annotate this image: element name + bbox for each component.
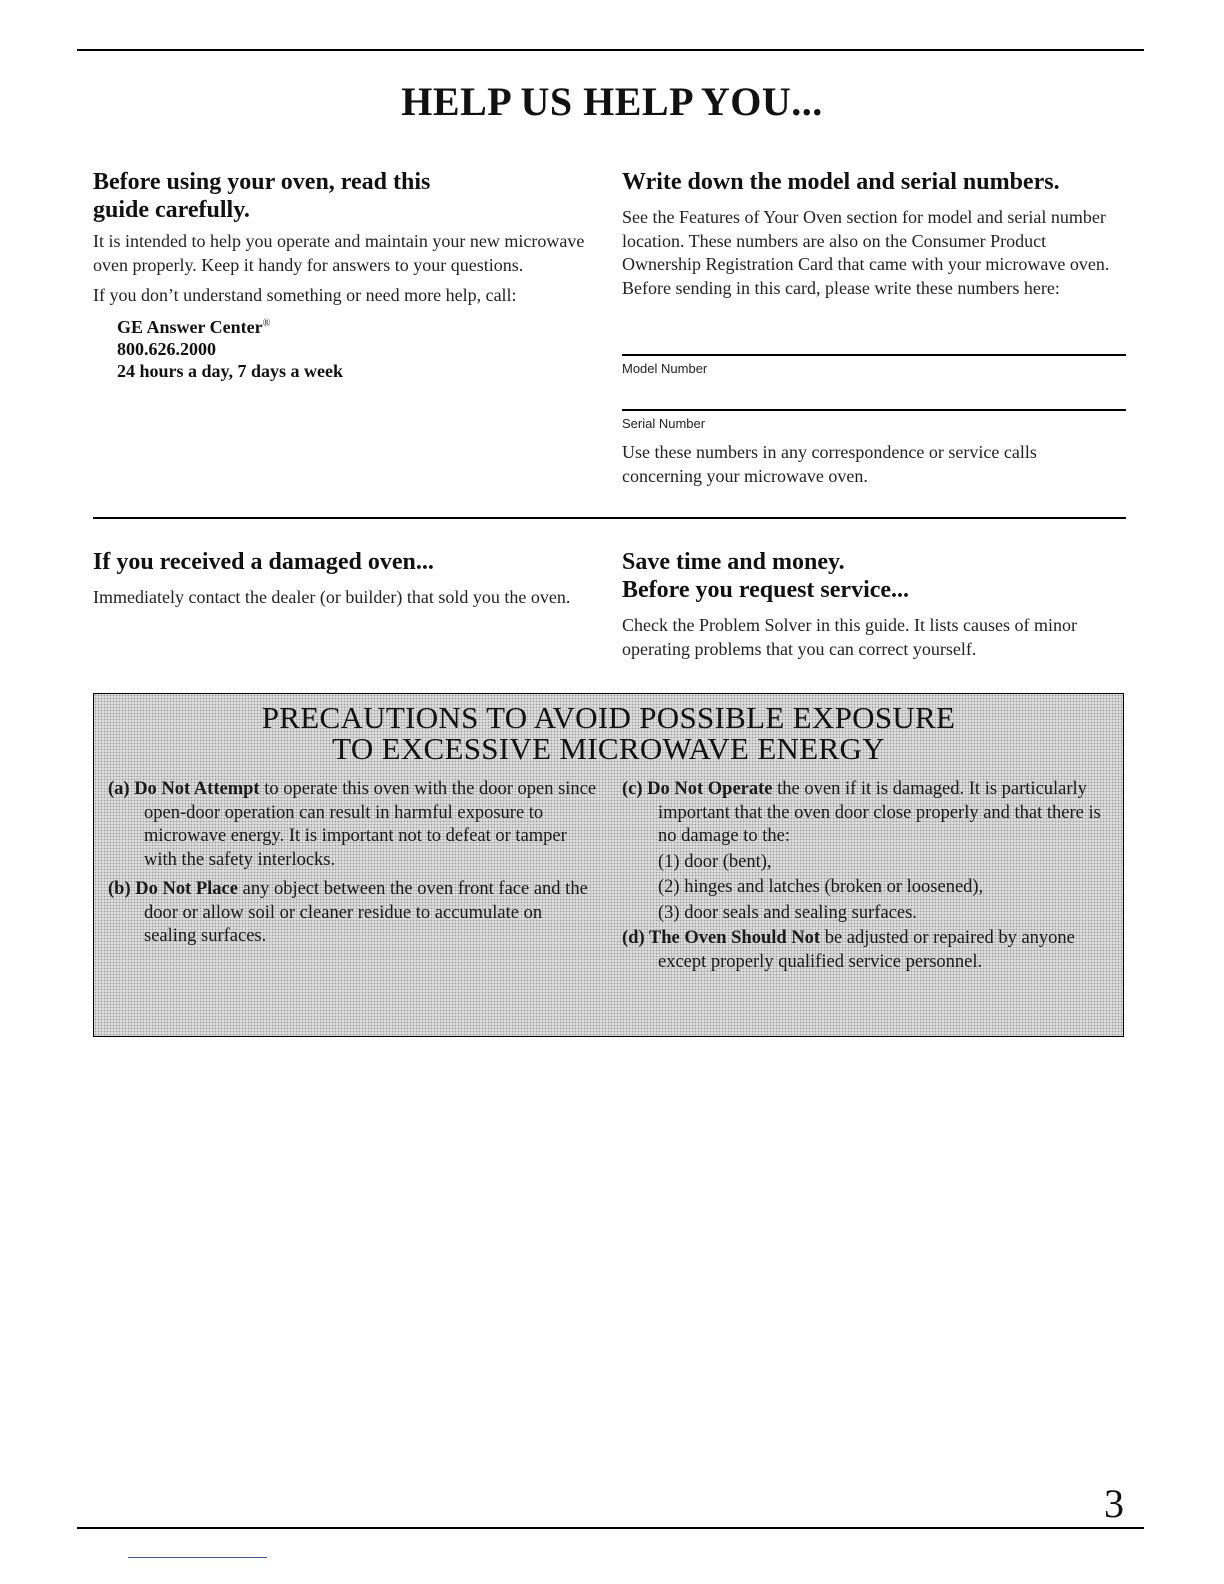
section-damaged-oven [93, 548, 598, 610]
save-time-heading-line2: Before you request service... [622, 577, 910, 603]
precaution-b-text: any object between the oven front face and the door or allow soil or cleaner residue to accumulate on sealing surfaces. [144, 879, 588, 946]
save-time-paragraph: Check the Problem Solver in this guide. It lists causes of minor operating problems that you can correct yourself. [622, 615, 1077, 659]
precaution-c-sub2: (2) hinges and latches (broken or loosened), [658, 877, 984, 897]
precaution-c-lead: (c) Do Not Operate [622, 779, 773, 799]
link-underline [128, 1557, 267, 1558]
serial-number-label: Serial Number [622, 416, 706, 431]
precaution-d-lead: (d) The Oven Should Not [622, 928, 821, 948]
precaution-d-text: be adjusted or repaired by anyone except properly qualified service personnel. [658, 928, 1075, 972]
precautions-right-column [622, 778, 1118, 974]
precaution-a-lead: (a) Do Not Attempt [108, 779, 260, 799]
damaged-oven-paragraph: Immediately contact the dealer (or builder) that sold you the oven. [93, 587, 571, 607]
registered-mark: ® [262, 317, 271, 329]
precautions-box [93, 693, 1124, 1037]
model-serial-paragraph: See the Features of Your Oven section for model and serial number location. These numbers are also on the Consumer Product Ownership Registration Card that came with your microwave oven. Before sending in this card, please write these numbers here: [622, 207, 1110, 298]
precautions-left-column [108, 778, 598, 949]
model-serial-footer: Use these numbers in any correspondence or service calls concerning your microwave oven. [622, 442, 1037, 486]
precaution-c-sub1: (1) door (bent), [658, 851, 772, 872]
section-model-serial [622, 168, 1127, 300]
damaged-oven-heading: If you received a damaged oven... [93, 549, 434, 575]
model-number-label: Model Number [622, 361, 708, 376]
precaution-b-lead: (b) Do Not Place [108, 879, 238, 899]
contact-hours: 24 hours a day, 7 days a week [117, 360, 344, 381]
section-read-guide [93, 168, 598, 382]
read-guide-heading-line2: guide carefully. [93, 197, 250, 223]
precaution-c [622, 778, 1118, 849]
model-number-line [622, 354, 1126, 356]
page-title: HELP US HELP YOU... [401, 79, 823, 124]
read-guide-heading [93, 168, 598, 224]
contact-name [117, 313, 598, 338]
contact-name-text: GE Answer Center [117, 316, 263, 337]
middle-rule [93, 517, 1126, 519]
precaution-c-sub3: (3) door seals and sealing surfaces. [658, 902, 917, 923]
precaution-c-text: the oven if it is damaged. It is particularly important that the oven door close properly and that there is no damage to the: [658, 779, 1101, 846]
precautions-title-line1: PRECAUTIONS TO AVOID POSSIBLE EXPOSURE [261, 700, 956, 735]
bottom-rule [77, 1527, 1144, 1529]
read-guide-heading-line1: Before using your oven, read this [93, 169, 431, 195]
precaution-a-text: to operate this oven with the door open since open-door operation can result in harmful exposure to microwave energy. It is important not to defeat or tamper with the safety interlocks. [144, 779, 597, 870]
precautions-title [94, 702, 1123, 764]
serial-number-line [622, 409, 1126, 411]
top-rule [77, 49, 1144, 51]
section-save-time [622, 548, 1127, 661]
read-guide-paragraph: It is intended to help you operate and maintain your new microwave oven properly. Keep it handy for answers to your questions. [93, 231, 585, 275]
precaution-a [108, 778, 598, 872]
precautions-title-line2: TO EXCESSIVE MICROWAVE ENERGY [332, 731, 885, 766]
precaution-d [622, 927, 1118, 974]
page-number: 3 [1104, 1481, 1124, 1526]
help-paragraph: If you don’t understand something or need more help, call: [93, 285, 517, 305]
precaution-b [108, 878, 598, 949]
contact-phone: 800.626.2000 [117, 338, 216, 359]
save-time-heading [622, 548, 1127, 604]
save-time-heading-line1: Save time and money. [622, 549, 845, 575]
contact-block [93, 313, 598, 382]
model-serial-heading: Write down the model and serial numbers. [622, 169, 1060, 195]
